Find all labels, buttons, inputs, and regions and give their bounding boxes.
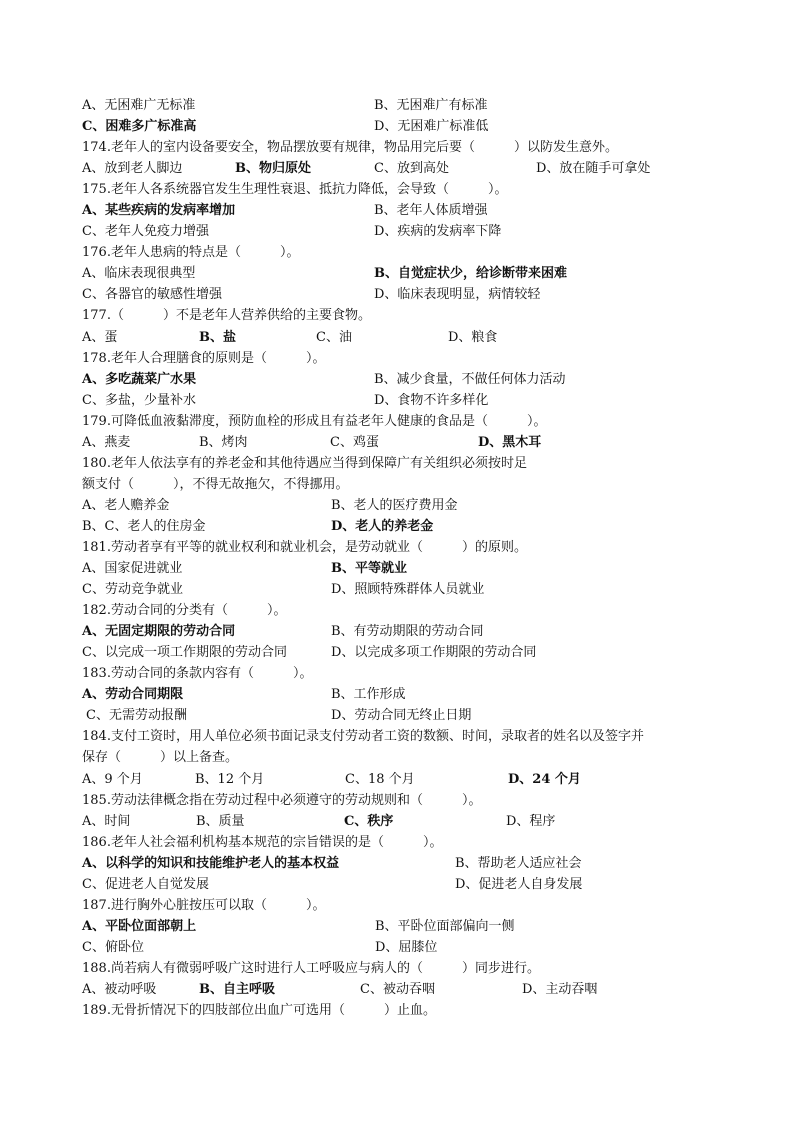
answer-option: D、疾病的发病率下降 [374, 224, 502, 240]
answer-option: D、主动吞咽 [522, 981, 598, 997]
option-row [82, 369, 722, 390]
answer-option: C、劳动竞争就业 [82, 582, 183, 598]
answer-option-correct: C、秩序 [344, 813, 394, 829]
answer-option: B、C、老人的住房金 [82, 518, 206, 534]
option-row [82, 390, 722, 411]
answer-option-correct: D、24 个月 [508, 771, 581, 787]
answer-option: D、粮食 [448, 329, 498, 345]
option-row [82, 874, 722, 895]
answer-option: A、蛋 [82, 329, 118, 345]
question-text [82, 348, 722, 369]
question-stem: 174.老年人的室内设备要安全，物品摆放要有规律，物品用完后要（ ）以防发生意外。 [82, 140, 618, 156]
answer-option: A、国家促进就业 [82, 561, 183, 577]
answer-option: B、烤肉 [199, 434, 248, 450]
answer-option-correct: C、困难多广标准高 [82, 119, 197, 135]
option-row [82, 116, 722, 137]
answer-option: B、有劳动期限的劳动合同 [331, 624, 484, 640]
question-text [82, 179, 722, 200]
question-text [82, 790, 722, 811]
question-stem: 176.老年人患病的特点是（ ）。 [82, 245, 300, 261]
question-text [82, 663, 722, 684]
question-text [82, 747, 722, 768]
answer-option: A、无困难广无标准 [82, 98, 196, 113]
answer-option: D、劳动合同无终止日期 [331, 708, 472, 724]
answer-option: A、临床表现很典型 [82, 266, 196, 282]
option-row [82, 621, 722, 642]
answer-option-correct: A、多吃蔬菜广水果 [82, 371, 197, 387]
question-stem: 184.支付工资时，用人单位必须书面记录支付劳动者工资的数额、时间，录取者的姓名以及签字并 [82, 729, 644, 745]
answer-option-correct: D、老人的养老金 [331, 518, 434, 534]
question-text [82, 305, 722, 326]
option-row [82, 158, 722, 179]
question-text [82, 411, 722, 432]
answer-option: C、多盐，少量补水 [82, 392, 196, 408]
option-row [82, 200, 722, 221]
option-row [82, 263, 722, 284]
question-text [82, 1000, 722, 1021]
option-row [82, 327, 722, 348]
answer-option: D、以完成多项工作期限的劳动合同 [331, 645, 537, 661]
answer-option: B、12 个月 [195, 771, 265, 787]
question-stem: 186.老年人社会福利机构基本规范的宗旨错误的是（ ）。 [82, 834, 443, 850]
answer-option: D、屈膝位 [375, 939, 438, 955]
answer-option: B、老人的医疗费用金 [331, 497, 458, 513]
answer-option: D、程序 [506, 813, 556, 829]
question-stem: 保存（ ）以上备查。 [82, 750, 239, 766]
answer-option: A、老人赡养金 [82, 497, 170, 513]
option-row [82, 495, 722, 516]
answer-option: B、老年人体质增强 [374, 203, 488, 219]
answer-option: B、质量 [196, 813, 245, 829]
option-row [82, 853, 722, 874]
option-row [82, 579, 722, 600]
answer-option-correct: D、黑木耳 [478, 434, 542, 450]
answer-option-correct: A、劳动合同期限 [82, 687, 184, 703]
answer-option-correct: B、平等就业 [331, 561, 407, 577]
answer-option: C、鸡蛋 [330, 434, 379, 450]
answer-option: C、被动吞咽 [360, 981, 435, 997]
answer-option: D、促进老人自身发展 [455, 876, 583, 892]
answer-option-correct: B、盐 [199, 329, 236, 345]
option-row [82, 516, 722, 537]
answer-option-correct: B、自觉症状少，给诊断带来困难 [374, 266, 567, 282]
answer-option: D、无困难广标准低 [374, 119, 489, 135]
answer-option: A、燕麦 [82, 434, 131, 450]
answer-option-correct: A、某些疾病的发病率增加 [82, 203, 236, 219]
question-text [82, 537, 722, 558]
question-text [82, 895, 722, 916]
question-stem: 额支付（ ），不得无故拖欠，不得挪用。 [82, 476, 349, 492]
option-row [82, 811, 722, 832]
answer-option: A、放到老人脚边 [82, 161, 183, 177]
question-text [82, 600, 722, 621]
answer-option-correct: B、物归原处 [235, 161, 311, 177]
answer-option-correct: A、以科学的知识和技能维护老人的基本权益 [82, 855, 340, 871]
answer-option: C、老年人免疫力增强 [82, 224, 209, 240]
answer-option: C、放到高处 [374, 161, 449, 177]
question-stem: 182.劳动合同的分类有（ ）。 [82, 603, 287, 619]
answer-option: B、帮助老人适应社会 [455, 855, 582, 871]
question-text [82, 726, 722, 747]
question-stem: 177.（ ）不是老年人营养供给的主要食物。 [82, 308, 371, 324]
answer-option: C、无需劳动报酬 [86, 708, 187, 724]
answer-option: D、照顾特殊群体人员就业 [331, 582, 485, 598]
answer-option: C、以完成一项工作期限的劳动合同 [82, 645, 287, 661]
answer-option-correct: A、无固定期限的劳动合同 [82, 624, 236, 640]
answer-option: B、工作形成 [331, 687, 406, 703]
answer-option: A、被动呼吸 [82, 981, 157, 997]
answer-option: C、油 [316, 329, 352, 345]
option-row [82, 769, 722, 790]
option-row [82, 937, 722, 958]
answer-option: B、平卧位面部偏向一侧 [375, 918, 515, 934]
question-list [82, 95, 722, 1021]
question-text [82, 242, 722, 263]
question-stem: 189.无骨折情况下的四肢部位出血广可选用（ ）止血。 [82, 1003, 436, 1019]
option-row [82, 432, 722, 453]
question-stem: 187.进行胸外心脏按压可以取（ ）。 [82, 897, 326, 913]
answer-option-correct: B、自主呼吸 [199, 981, 275, 997]
option-row [82, 95, 722, 116]
question-stem: 178.老年人合理膳食的原则是（ ）。 [82, 350, 326, 366]
answer-option: C、各器官的敏感性增强 [82, 287, 222, 303]
answer-option: C、18 个月 [345, 771, 415, 787]
question-stem: 179.可降低血液黏滞度，预防血栓的形成且有益老年人健康的食品是（ ）。 [82, 413, 547, 429]
option-row [82, 221, 722, 242]
question-text [82, 832, 722, 853]
answer-option: A、9 个月 [82, 771, 143, 787]
answer-option: A、时间 [82, 813, 131, 829]
answer-option: D、放在随手可拿处 [536, 161, 651, 177]
question-stem: 181.劳动者享有平等的就业权利和就业机会，是劳动就业（ ）的原则。 [82, 539, 527, 555]
answer-option: B、减少食量，不做任何体力活动 [374, 371, 566, 387]
question-stem: 188.尚若病人有微弱呼吸广这时进行人工呼吸应与病人的（ ）同步进行。 [82, 960, 540, 976]
option-row [82, 979, 722, 1000]
option-row [82, 642, 722, 663]
answer-option: C、俯卧位 [82, 939, 144, 955]
question-text [82, 137, 722, 158]
option-row [82, 284, 722, 305]
question-stem: 185.劳动法律概念指在劳动过程中必须遵守的劳动规则和（ ）。 [82, 792, 482, 808]
question-text [82, 958, 722, 979]
question-text [82, 474, 722, 495]
question-stem: 175.老年人各系统器官发生生理性衰退、抵抗力降低，会导致（ ）。 [82, 182, 508, 198]
answer-option-correct: A、平卧位面部朝上 [82, 918, 197, 934]
option-row [82, 916, 722, 937]
question-text [82, 453, 722, 474]
option-row [82, 558, 722, 579]
option-row [82, 684, 722, 705]
question-stem: 183.劳动合同的条款内容有（ ）。 [82, 666, 313, 682]
answer-option: B、无困难广有标准 [374, 98, 488, 113]
answer-option: C、促进老人自觉发展 [82, 876, 209, 892]
answer-option: D、临床表现明显，病情较轻 [374, 287, 541, 303]
option-row [82, 705, 722, 726]
question-stem: 180.老年人依法享有的养老金和其他待遇应当得到保障广有关组织必须按时足 [82, 455, 527, 471]
answer-option: D、食物不许多样化 [374, 392, 489, 408]
